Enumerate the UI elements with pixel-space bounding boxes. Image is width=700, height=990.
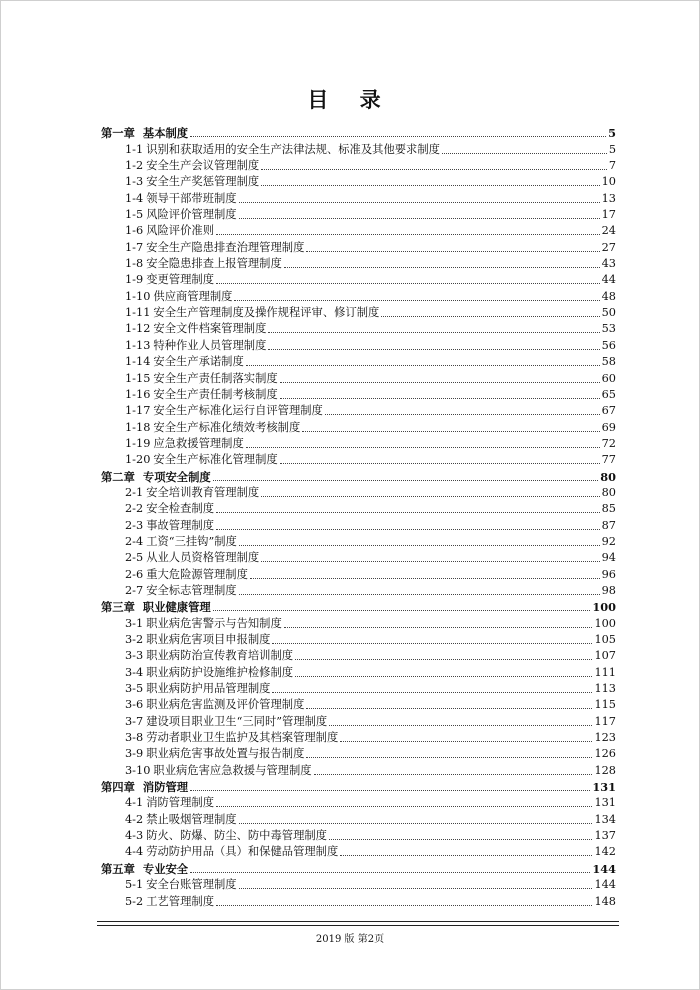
toc-dot-leader (216, 512, 600, 513)
toc-page-number: 58 (601, 355, 616, 369)
toc-item-row[interactable] (101, 255, 616, 271)
toc-entry-title: 工艺管理制度 (146, 894, 214, 908)
toc-entry-number: 1-11 (125, 306, 151, 320)
toc-page-number: 113 (594, 682, 616, 696)
toc-dot-leader (268, 332, 599, 333)
toc-page-number: 117 (594, 714, 616, 728)
toc-item-row[interactable] (101, 533, 616, 549)
toc-item-row[interactable] (101, 418, 616, 434)
toc-item-row[interactable] (101, 696, 616, 712)
toc-page-number: 137 (594, 829, 616, 843)
toc-dot-leader (239, 823, 593, 824)
toc-entry-number: 第二章 (101, 469, 135, 484)
toc-page-number: 53 (601, 322, 616, 336)
toc-dot-leader (325, 414, 600, 415)
toc-entry-number: 1-12 (125, 322, 151, 336)
toc-page-number: 67 (601, 404, 616, 418)
toc-page-number: 13 (601, 191, 616, 205)
toc-entry-number: 第五章 (101, 861, 135, 876)
page-footer: 2019 版 第2页 (315, 934, 385, 945)
toc-dot-leader (261, 561, 599, 562)
toc-entry-number: 2-4 (125, 534, 144, 548)
toc-entry-number: 2-1 (125, 485, 144, 499)
toc-entry-title: 特种作业人员管理制度 (153, 338, 267, 352)
toc-entry-title: 禁止吸烟管理制度 (146, 812, 237, 826)
toc-dot-leader (246, 447, 600, 448)
toc-item-row[interactable] (101, 680, 616, 696)
toc-entry-title: 安全生产隐患排查治理管理制度 (146, 240, 305, 254)
toc-dot-leader (280, 382, 600, 383)
toc-entry-number: 1-15 (125, 371, 151, 385)
toc-dot-leader (190, 790, 590, 791)
toc-dot-leader (261, 496, 599, 497)
toc-entry-number: 1-5 (125, 208, 144, 222)
toc-page-number: 65 (601, 387, 616, 401)
toc-entry-title: 事故管理制度 (146, 518, 214, 532)
toc-page-number: 85 (601, 502, 616, 516)
toc-dot-leader (295, 676, 592, 677)
toc-entry-number: 1-7 (125, 240, 144, 254)
toc-entry-title: 安全生产标准化管理制度 (153, 453, 278, 467)
toc-page-number: 142 (594, 845, 616, 859)
toc-item-row[interactable] (101, 222, 616, 238)
toc-page-number: 87 (601, 518, 616, 532)
toc-entry-title: 安全生产会议管理制度 (146, 159, 260, 173)
toc-page-number: 131 (594, 796, 616, 810)
toc-item-row[interactable] (101, 647, 616, 663)
toc-entry-number: 1-17 (125, 404, 151, 418)
toc-page-number: 50 (601, 306, 616, 320)
toc-item-row[interactable] (101, 402, 616, 418)
toc-entry-title: 安全生产标准化运行自评管理制度 (153, 404, 323, 418)
toc-dot-leader (246, 365, 600, 366)
toc-entry-number: 5-1 (125, 878, 144, 892)
toc-entry-number: 2-7 (125, 583, 144, 597)
toc-entry-number: 4-1 (125, 796, 144, 810)
toc-item-row[interactable] (101, 892, 616, 908)
toc-dot-leader (234, 300, 599, 301)
toc-entry-number: 3-8 (125, 731, 144, 745)
toc-item-row[interactable] (101, 745, 616, 761)
toc-dot-leader (284, 627, 593, 628)
toc-chapter-row[interactable] (101, 598, 616, 614)
toc-entry-title: 劳动防护用品（具）和保健品管理制度 (146, 845, 339, 859)
toc-entry-number: 3-4 (125, 665, 144, 679)
toc-entry-number: 1-14 (125, 355, 151, 369)
toc-entry-number: 2-3 (125, 518, 144, 532)
toc-entry-title: 职业病危害监测及评价管理制度 (146, 698, 305, 712)
toc-dot-leader (306, 708, 592, 709)
toc-dot-leader (216, 234, 600, 235)
toc-page-number: 111 (594, 665, 616, 679)
toc-entry-title: 安全文件档案管理制度 (153, 322, 267, 336)
toc-entry-number: 1-10 (125, 289, 151, 303)
toc-dot-leader (272, 692, 592, 693)
toc-page-number: 17 (601, 208, 616, 222)
toc-entry-title: 安全标志管理制度 (146, 583, 237, 597)
toc-entry-title: 安全台账管理制度 (146, 878, 237, 892)
toc-page-number: 80 (601, 485, 616, 499)
toc-page-number: 100 (592, 600, 616, 615)
toc-page-number: 56 (601, 338, 616, 352)
table-of-contents (101, 124, 616, 909)
toc-entry-title: 职业病防治宣传教育培训制度 (146, 649, 294, 663)
toc-item-row[interactable] (101, 565, 616, 581)
toc-item-row[interactable] (101, 631, 616, 647)
toc-dot-leader (261, 169, 607, 170)
toc-dot-leader (381, 316, 599, 317)
toc-dot-leader (272, 643, 592, 644)
toc-dot-leader (213, 610, 591, 611)
toc-item-row[interactable] (101, 271, 616, 287)
toc-dot-leader (239, 888, 593, 889)
toc-entry-title: 风险评价管理制度 (146, 208, 237, 222)
toc-entry-title: 变更管理制度 (146, 273, 214, 287)
toc-item-row[interactable] (101, 435, 616, 451)
toc-item-row[interactable] (101, 794, 616, 810)
toc-page-number: 100 (594, 616, 616, 630)
toc-page-number: 7 (608, 159, 616, 173)
toc-item-row[interactable] (101, 712, 616, 728)
toc-item-row[interactable] (101, 876, 616, 892)
toc-page-number: 128 (594, 763, 616, 777)
toc-chapter-row[interactable] (101, 859, 616, 875)
toc-page-number: 134 (594, 812, 616, 826)
toc-item-row[interactable] (101, 287, 616, 303)
toc-dot-leader (216, 283, 600, 284)
toc-page-number: 10 (601, 175, 616, 189)
toc-item-row[interactable] (101, 451, 616, 467)
toc-entry-number: 1-6 (125, 224, 144, 238)
toc-item-row[interactable] (101, 304, 616, 320)
toc-dot-leader (329, 839, 592, 840)
toc-entry-title: 安全生产奖惩管理制度 (146, 175, 260, 189)
toc-entry-number: 3-1 (125, 616, 144, 630)
toc-entry-title: 职业病危害警示与告知制度 (146, 616, 282, 630)
toc-dot-leader (306, 251, 599, 252)
toc-dot-leader (280, 463, 600, 464)
toc-entry-title: 供应商管理制度 (153, 289, 233, 303)
toc-page-number: 144 (594, 878, 616, 892)
toc-entry-title: 建设项目职业卫生“三同时”管理制度 (146, 714, 328, 728)
toc-entry-title: 从业人员资格管理制度 (146, 551, 260, 565)
toc-page-number: 148 (594, 894, 616, 908)
toc-entry-title: 安全生产管理制度及操作规程评审、修订制度 (153, 306, 380, 320)
toc-entry-title: 防火、防爆、防尘、防中毒管理制度 (146, 829, 327, 843)
toc-entry-number: 1-9 (125, 273, 144, 287)
toc-page-number: 5 (608, 126, 616, 141)
toc-dot-leader (280, 398, 600, 399)
toc-item-row[interactable] (101, 843, 616, 859)
toc-chapter-row[interactable] (101, 467, 616, 483)
toc-page-number: 48 (601, 289, 616, 303)
toc-item-row[interactable] (101, 353, 616, 369)
toc-item-row[interactable] (101, 189, 616, 205)
toc-dot-leader (329, 725, 592, 726)
toc-item-row[interactable] (101, 173, 616, 189)
toc-chapter-row[interactable] (101, 778, 616, 794)
toc-entry-title: 职业病防护用品管理制度 (146, 682, 271, 696)
toc-entry-title: 安全检查制度 (146, 502, 214, 516)
toc-dot-leader (314, 774, 593, 775)
toc-dot-leader (216, 905, 592, 906)
toc-entry-number: 1-18 (125, 420, 151, 434)
toc-entry-title: 安全生产标准化绩效考核制度 (153, 420, 301, 434)
toc-entry-number: 1-4 (125, 191, 144, 205)
toc-dot-leader (213, 480, 599, 481)
toc-item-row[interactable] (101, 157, 616, 173)
toc-item-row[interactable] (101, 320, 616, 336)
toc-entry-title: 基本制度 (142, 126, 189, 141)
toc-dot-leader (190, 872, 590, 873)
toc-entry-number: 1-13 (125, 338, 151, 352)
toc-entry-number: 第三章 (101, 600, 135, 615)
toc-item-row[interactable] (101, 386, 616, 402)
toc-item-row[interactable] (101, 516, 616, 532)
toc-page-number: 27 (601, 240, 616, 254)
toc-entry-number: 2-5 (125, 551, 144, 565)
toc-dot-leader (216, 806, 592, 807)
toc-item-row[interactable] (101, 500, 616, 516)
toc-entry-title: 职业健康管理 (142, 600, 211, 615)
toc-entry-number: 5-2 (125, 894, 144, 908)
toc-entry-number: 3-2 (125, 633, 144, 646)
toc-item-row[interactable] (101, 582, 616, 598)
toc-entry-title: 消防管理制度 (146, 796, 214, 810)
toc-entry-number: 1-20 (125, 453, 151, 467)
toc-entry-number: 1-16 (125, 387, 151, 401)
toc-dot-leader (261, 185, 599, 186)
toc-entry-title: 识别和获取适用的安全生产法律法规、标准及其他要求制度 (146, 142, 440, 156)
toc-entry-title: 重大危险源管理制度 (146, 567, 248, 581)
toc-item-row[interactable] (101, 761, 616, 777)
toc-entry-title: 消防管理 (142, 780, 189, 795)
toc-page-number: 92 (601, 534, 616, 548)
toc-page-number: 123 (594, 731, 616, 745)
toc-dot-leader (340, 741, 592, 742)
toc-page-number: 24 (601, 224, 616, 238)
toc-dot-leader (284, 267, 600, 268)
toc-item-row[interactable] (101, 827, 616, 843)
footer-rule-thin (97, 925, 619, 926)
toc-entry-title: 职业病危害应急救援与管理制度 (153, 763, 312, 777)
toc-entry-number: 第一章 (101, 126, 135, 141)
toc-page-number: 107 (594, 649, 616, 663)
toc-dot-leader (250, 578, 600, 579)
toc-page-number: 131 (592, 780, 616, 795)
toc-page-number: 96 (601, 567, 616, 581)
toc-entry-number: 3-7 (125, 714, 144, 728)
toc-entry-number: 1-3 (125, 175, 144, 189)
toc-entry-number: 3-6 (125, 698, 144, 712)
toc-entry-title: 应急救援管理制度 (153, 436, 244, 450)
toc-entry-title: 安全培训教育管理制度 (146, 485, 260, 499)
toc-dot-leader (216, 529, 600, 530)
toc-entry-title: 职业病防护设施维护检修制度 (146, 665, 294, 679)
toc-entry-title: 安全生产承诺制度 (153, 355, 244, 369)
toc-entry-number: 1-8 (125, 257, 144, 271)
toc-item-row[interactable] (101, 484, 616, 500)
toc-dot-leader (190, 136, 606, 137)
toc-item-row[interactable] (101, 549, 616, 565)
toc-page-number: 43 (601, 257, 616, 271)
toc-page-number: 44 (601, 273, 616, 287)
toc-entry-number: 1-19 (125, 436, 151, 450)
toc-dot-leader (268, 349, 599, 350)
toc-page-number: 115 (594, 698, 616, 712)
toc-item-row[interactable] (101, 663, 616, 679)
toc-page-number: 5 (608, 142, 616, 156)
toc-entry-title: 风险评价准则 (146, 224, 214, 238)
toc-dot-leader (239, 202, 600, 203)
toc-item-row[interactable] (101, 369, 616, 385)
toc-page-number: 98 (601, 583, 616, 597)
toc-page-number: 77 (601, 453, 616, 467)
toc-dot-leader (306, 757, 592, 758)
toc-page-number: 69 (601, 420, 616, 434)
toc-entry-number: 2-6 (125, 567, 144, 581)
toc-entry-number: 1-2 (125, 159, 144, 173)
page-title: 目 录 (307, 87, 393, 112)
toc-entry-number: 4-4 (125, 845, 144, 859)
toc-chapter-row[interactable] (101, 124, 616, 140)
toc-page-number: 72 (601, 436, 616, 450)
toc-page-number: 105 (594, 633, 616, 646)
toc-page-number: 144 (592, 861, 616, 876)
toc-entry-title: 职业病危害事故处置与报告制度 (146, 747, 305, 761)
toc-entry-number: 4-3 (125, 829, 144, 843)
toc-entry-title: 安全隐患排查上报管理制度 (146, 257, 282, 271)
toc-item-row[interactable] (101, 336, 616, 352)
toc-item-row[interactable] (101, 614, 616, 630)
toc-entry-title: 专项安全制度 (142, 469, 211, 484)
toc-entry-title: 安全生产责任制考核制度 (153, 387, 278, 401)
toc-entry-title: 劳动者职业卫生监护及其档案管理制度 (146, 731, 339, 745)
toc-entry-number: 4-2 (125, 812, 144, 826)
toc-entry-number: 1-1 (125, 142, 144, 156)
toc-entry-number: 2-2 (125, 502, 144, 516)
toc-page-number: 60 (601, 371, 616, 385)
toc-page-number: 126 (594, 747, 616, 761)
toc-dot-leader (302, 431, 599, 432)
toc-entry-number: 3-9 (125, 747, 144, 761)
toc-entry-number: 3-3 (125, 649, 144, 663)
toc-item-row[interactable] (101, 206, 616, 222)
toc-item-row[interactable] (101, 810, 616, 826)
toc-entry-title: 专业安全 (142, 861, 189, 876)
toc-entry-title: 领导干部带班制度 (146, 191, 237, 205)
toc-dot-leader (239, 218, 600, 219)
toc-entry-number: 第四章 (101, 780, 135, 795)
toc-entry-number: 3-5 (125, 682, 144, 696)
toc-item-row[interactable] (101, 729, 616, 745)
toc-entry-number: 3-10 (125, 763, 151, 777)
toc-item-row[interactable] (101, 140, 616, 156)
toc-dot-leader (239, 545, 600, 546)
toc-entry-title: 安全生产责任制落实制度 (153, 371, 278, 385)
toc-page-number: 94 (601, 551, 616, 565)
toc-dot-leader (239, 594, 600, 595)
toc-item-row[interactable] (101, 238, 616, 254)
toc-dot-leader (340, 855, 592, 856)
toc-entry-title: 职业病危害项目申报制度 (146, 633, 271, 646)
toc-dot-leader (295, 659, 592, 660)
toc-entry-title: 工资“三挂钩”制度 (146, 534, 237, 548)
toc-page-number: 80 (600, 469, 616, 484)
footer-rule-thick (97, 921, 619, 922)
toc-dot-leader (442, 153, 607, 154)
